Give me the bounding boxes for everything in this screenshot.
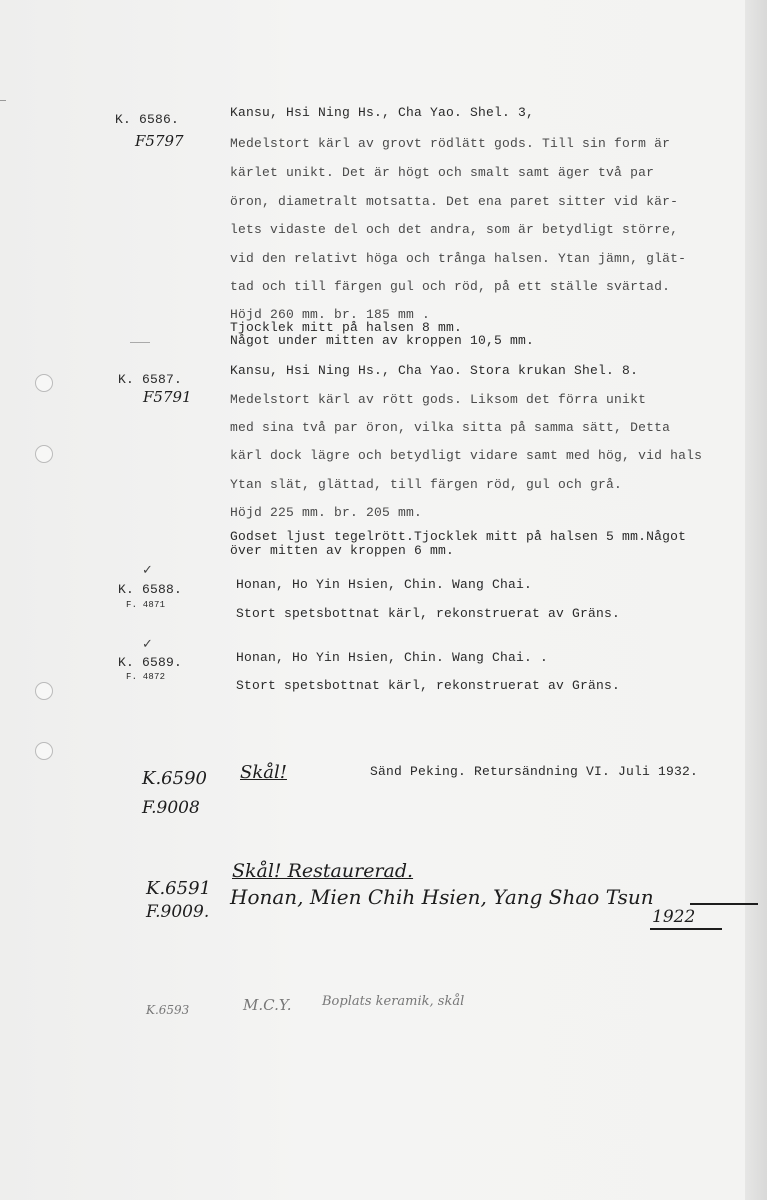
entry-line: Honan, Ho Yin Hsien, Chin. Wang Chai. — [236, 577, 533, 592]
handwritten-underline — [690, 903, 758, 905]
entry-line: öron, diametralt motsatta. Det ena paret sitter vid kär- — [230, 194, 679, 209]
field-number: F5791 — [143, 388, 192, 406]
checkmark-icon: ✓ — [142, 563, 153, 578]
entry-line: lets vidaste del och det andra, som är betydligt större, — [230, 222, 679, 237]
punch-hole — [35, 445, 53, 463]
entry-line: Ytan slät, glättad, till färgen röd, gul och grå. — [230, 477, 623, 492]
punch-hole — [35, 374, 53, 392]
entry-line: Stort spetsbottnat kärl, rekonstruerat av Gräns. — [236, 606, 621, 621]
entry-line: över mitten av kroppen 6 mm. — [230, 543, 455, 558]
handwritten-year: 1922 — [652, 907, 696, 927]
page-edge — [745, 0, 767, 1200]
field-number: F5797 — [135, 132, 184, 150]
entry-line: Godset ljust tegelrött.Tjocklek mitt på halsen 5 mm.Något — [230, 529, 687, 544]
entry-line: Stort spetsbottnat kärl, rekonstruerat av Gräns. — [236, 678, 621, 693]
handwritten-locality: Honan, Mien Chih Hsien, Yang Shao Tsun — [230, 885, 654, 909]
margin-mark — [0, 100, 6, 101]
entry-line: Tjocklek mitt på halsen 8 mm. — [230, 320, 463, 335]
punch-hole — [35, 742, 53, 760]
catalog-number: K. 6587. — [118, 372, 183, 387]
field-number: F. 4872 — [126, 672, 166, 682]
catalog-number-handwritten: K.6591 — [146, 878, 211, 899]
catalog-number-pencil: K.6593 — [146, 1003, 190, 1017]
field-number-handwritten: F.9008 — [142, 798, 200, 818]
handwritten-note: Skål! — [240, 762, 287, 783]
entry-line: Sänd Peking. Retursändning VI. Juli 1932. — [370, 764, 699, 779]
catalog-number: K. 6586. — [115, 112, 180, 127]
punch-hole — [35, 682, 53, 700]
margin-dash — [130, 342, 150, 343]
entry-line: kärlet unikt. Det är högt och smalt samt äger två par — [230, 165, 655, 180]
entry-line: Något under mitten av kroppen 10,5 mm. — [230, 333, 535, 348]
entry-line: Höjd 260 mm. br. 185 mm . — [230, 307, 431, 322]
handwritten-underline — [650, 928, 722, 930]
catalog-number-handwritten: K.6590 — [142, 768, 207, 789]
site-code-pencil: M.C.Y. — [243, 996, 292, 1014]
entry-line: Höjd 225 mm. br. 205 mm. — [230, 505, 423, 520]
entry-line: Kansu, Hsi Ning Hs., Cha Yao. Stora krukan Shel. 8. — [230, 363, 639, 378]
entry-line: Medelstort kärl av rött gods. Liksom det förra unikt — [230, 392, 647, 407]
entry-line: Medelstort kärl av grovt rödlätt gods. Till sin form är — [230, 136, 671, 151]
entry-line: kärl dock lägre och betydligt vidare samt med hög, vid hals — [230, 448, 703, 463]
entry-line: med sina två par öron, vilka sitta på samma sätt, Detta — [230, 420, 671, 435]
entry-line: vid den relativt höga och trånga halsen. Ytan jämn, glät- — [230, 251, 687, 266]
field-number: F. 4871 — [126, 600, 166, 610]
entry-line: tad och till färgen gul och röd, på ett ställe svärtad. — [230, 279, 671, 294]
entry-line: Kansu, Hsi Ning Hs., Cha Yao. Shel. 3, — [230, 105, 535, 120]
field-number-handwritten: F.9009. — [146, 902, 210, 922]
handwritten-note: Skål! Restaurerad. — [232, 860, 414, 882]
description-pencil: Boplats keramik, skål — [322, 994, 465, 1009]
catalog-number: K. 6588. — [118, 582, 183, 597]
checkmark-icon: ✓ — [142, 637, 153, 652]
entry-line: Honan, Ho Yin Hsien, Chin. Wang Chai. . — [236, 650, 549, 665]
catalog-number: K. 6589. — [118, 655, 183, 670]
